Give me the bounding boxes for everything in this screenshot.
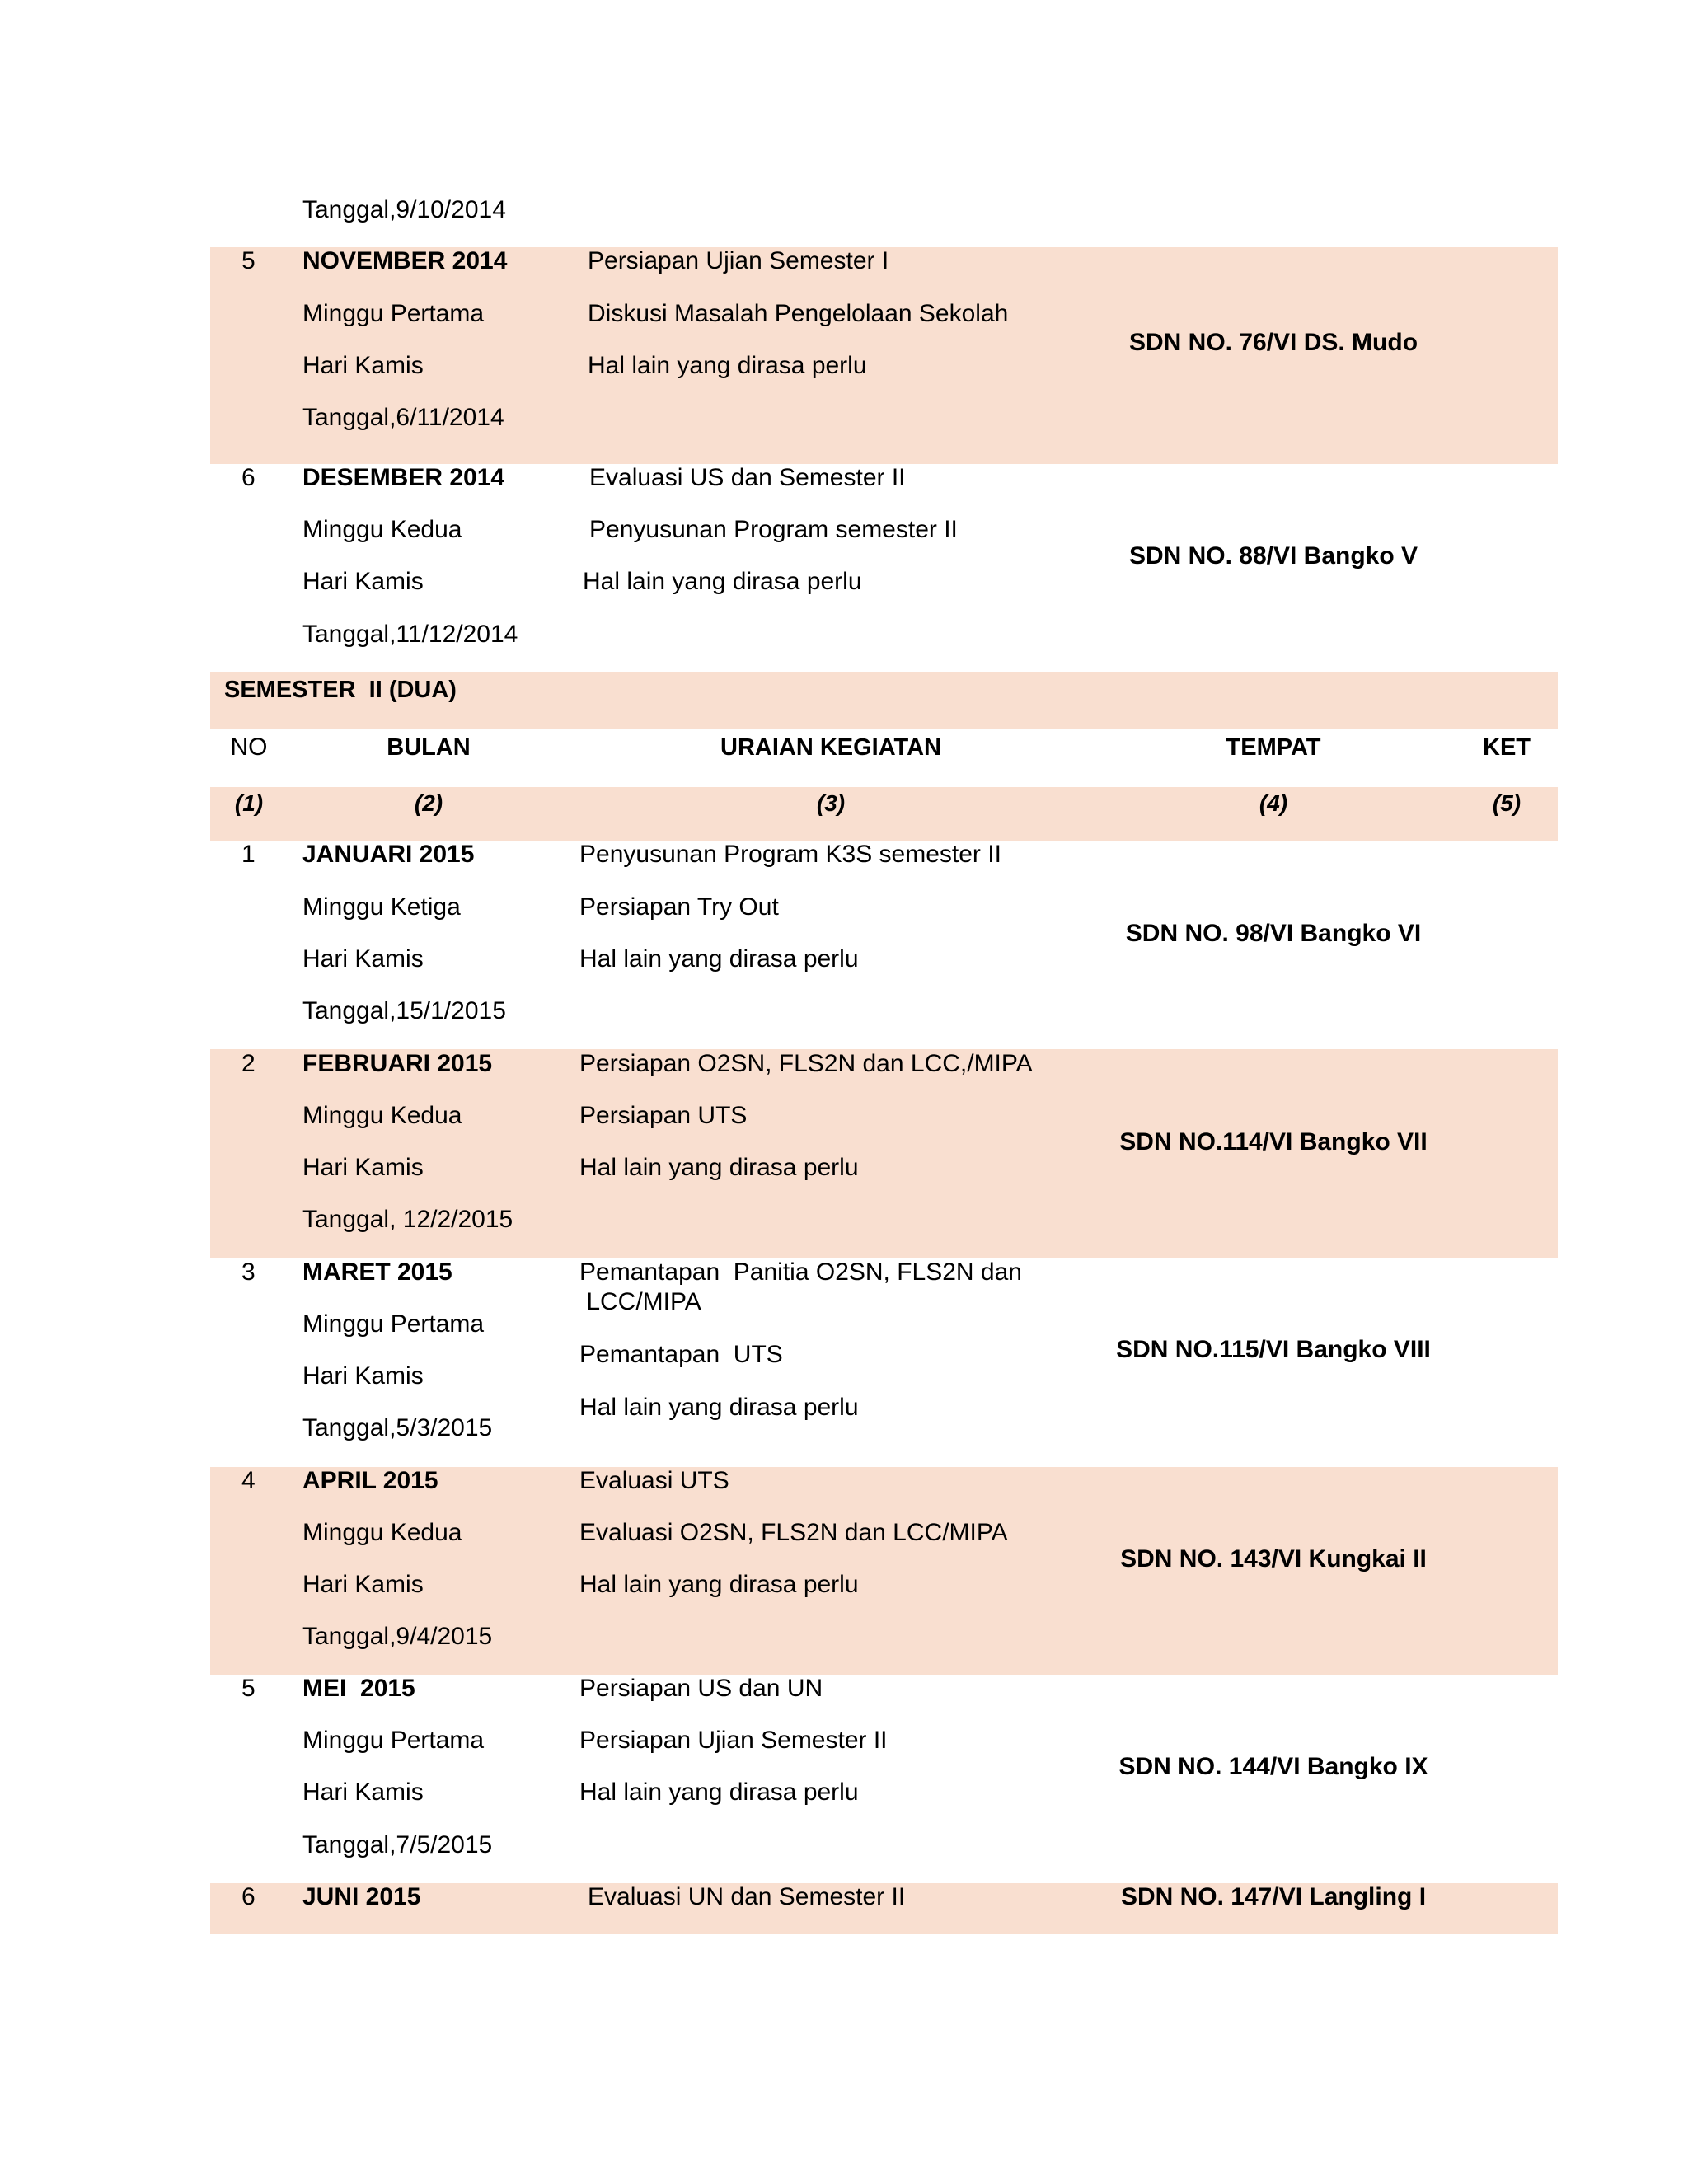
row-number: 2 [241, 1050, 256, 1077]
row-activity: Penyusunan Program K3S semester II [579, 841, 1001, 868]
column-header-bulan: BULAN [387, 734, 471, 761]
row-place: SDN NO.114/VI Bangko VII [1119, 1128, 1428, 1155]
row-number: 6 [241, 464, 256, 491]
row-date: Tanggal,5/3/2015 [302, 1414, 493, 1441]
column-number: (3) [816, 790, 846, 816]
column-number: (2) [414, 790, 443, 816]
row-week: Minggu Ketiga [302, 893, 461, 921]
row-activity: Hal lain yang dirasa perlu [579, 1154, 859, 1181]
row-activity: Hal lain yang dirasa perlu [579, 1394, 859, 1421]
row-day: Hari Kamis [302, 568, 424, 595]
row-day: Hari Kamis [302, 1362, 424, 1390]
row-activity: Evaluasi O2SN, FLS2N dan LCC/MIPA [579, 1519, 1008, 1546]
row-day: Hari Kamis [302, 1154, 424, 1181]
row-date: Tanggal,9/4/2015 [302, 1623, 493, 1650]
row-activity: Persiapan UTS [579, 1102, 748, 1129]
column-header-tempat: TEMPAT [1226, 734, 1321, 761]
row-activity: Persiapan US dan UN [579, 1675, 823, 1702]
row-month: MARET 2015 [302, 1258, 452, 1286]
row-activity: Hal lain yang dirasa perlu [583, 568, 862, 595]
row-date: Tanggal,11/12/2014 [302, 621, 518, 648]
row-activity: Hal lain yang dirasa perlu [579, 945, 859, 972]
column-number: (4) [1259, 790, 1288, 816]
row-month: JUNI 2015 [302, 1883, 421, 1910]
row-activity: Penyusunan Program semester II [589, 516, 958, 543]
row-date: Tanggal,6/11/2014 [302, 404, 504, 431]
row-date: Tanggal, 12/2/2015 [302, 1206, 513, 1233]
row-week: Minggu Pertama [302, 1727, 485, 1754]
column-header-no: NO [230, 733, 268, 761]
row-activity: Persiapan O2SN, FLS2N dan LCC,/MIPA [579, 1050, 1033, 1077]
column-number-band [210, 787, 1558, 841]
row-activity: LCC/MIPA [579, 1288, 701, 1315]
row-place: SDN NO. 76/VI DS. Mudo [1128, 329, 1418, 356]
row-week: Minggu Pertama [302, 1310, 485, 1338]
row-activity: Pemantapan UTS [579, 1341, 783, 1368]
row-week: Minggu Kedua [302, 516, 462, 543]
row-activity: Hal lain yang dirasa perlu [579, 1779, 859, 1806]
row-activity: Persiapan Ujian Semester II [579, 1727, 888, 1754]
row-activity: Evaluasi UTS [579, 1467, 729, 1494]
row-week: Minggu Pertama [302, 300, 485, 327]
continuation-date: Tanggal,9/10/2014 [302, 196, 506, 223]
row-month: APRIL 2015 [302, 1467, 438, 1494]
row-place: SDN NO. 88/VI Bangko V [1128, 542, 1418, 569]
row-month: DESEMBER 2014 [302, 464, 505, 491]
row-week: Minggu Kedua [302, 1102, 462, 1129]
row-date: Tanggal,7/5/2015 [302, 1831, 493, 1858]
row-number: 1 [241, 841, 256, 868]
row-day: Hari Kamis [302, 1571, 424, 1598]
row-number: 5 [241, 1675, 256, 1702]
row-month: JANUARI 2015 [302, 841, 475, 868]
row-place: SDN NO. 143/VI Kungkai II [1120, 1545, 1427, 1572]
row-week: Minggu Kedua [302, 1519, 462, 1546]
row-number: 4 [241, 1467, 256, 1494]
row-place: SDN NO. 144/VI Bangko IX [1118, 1753, 1428, 1780]
row-activity: Pemantapan Panitia O2SN, FLS2N dan [579, 1258, 1022, 1286]
row-activity: Persiapan Ujian Semester I [588, 247, 889, 274]
row-day: Hari Kamis [302, 352, 424, 379]
row-number: 5 [241, 247, 256, 274]
row-activity: Persiapan Try Out [579, 893, 779, 921]
row-place: SDN NO. 147/VI Langling I [1120, 1883, 1427, 1910]
row-month: MEI 2015 [302, 1675, 415, 1702]
row-date: Tanggal,15/1/2015 [302, 997, 506, 1024]
row-day: Hari Kamis [302, 945, 424, 972]
column-number: (5) [1492, 790, 1522, 816]
column-header-uraian: URAIAN KEGIATAN [720, 734, 941, 761]
row-number: 6 [241, 1883, 256, 1910]
row-day: Hari Kamis [302, 1779, 424, 1806]
column-number: (1) [234, 790, 264, 816]
row-activity: Diskusi Masalah Pengelolaan Sekolah [588, 300, 1009, 327]
row-number: 3 [241, 1258, 256, 1286]
row-place: SDN NO.115/VI Bangko VIII [1116, 1336, 1431, 1363]
row-activity: Evaluasi UN dan Semester II [588, 1883, 906, 1910]
row-activity: Hal lain yang dirasa perlu [579, 1571, 859, 1598]
row-month: NOVEMBER 2014 [302, 247, 508, 274]
row-month: FEBRUARI 2015 [302, 1050, 493, 1077]
row-activity: Evaluasi US dan Semester II [589, 464, 906, 491]
semester-title: SEMESTER II (DUA) [224, 677, 457, 703]
column-header-ket: KET [1483, 734, 1531, 761]
row-place: SDN NO. 98/VI Bangko VI [1125, 920, 1422, 947]
row-activity: Hal lain yang dirasa perlu [588, 352, 867, 379]
